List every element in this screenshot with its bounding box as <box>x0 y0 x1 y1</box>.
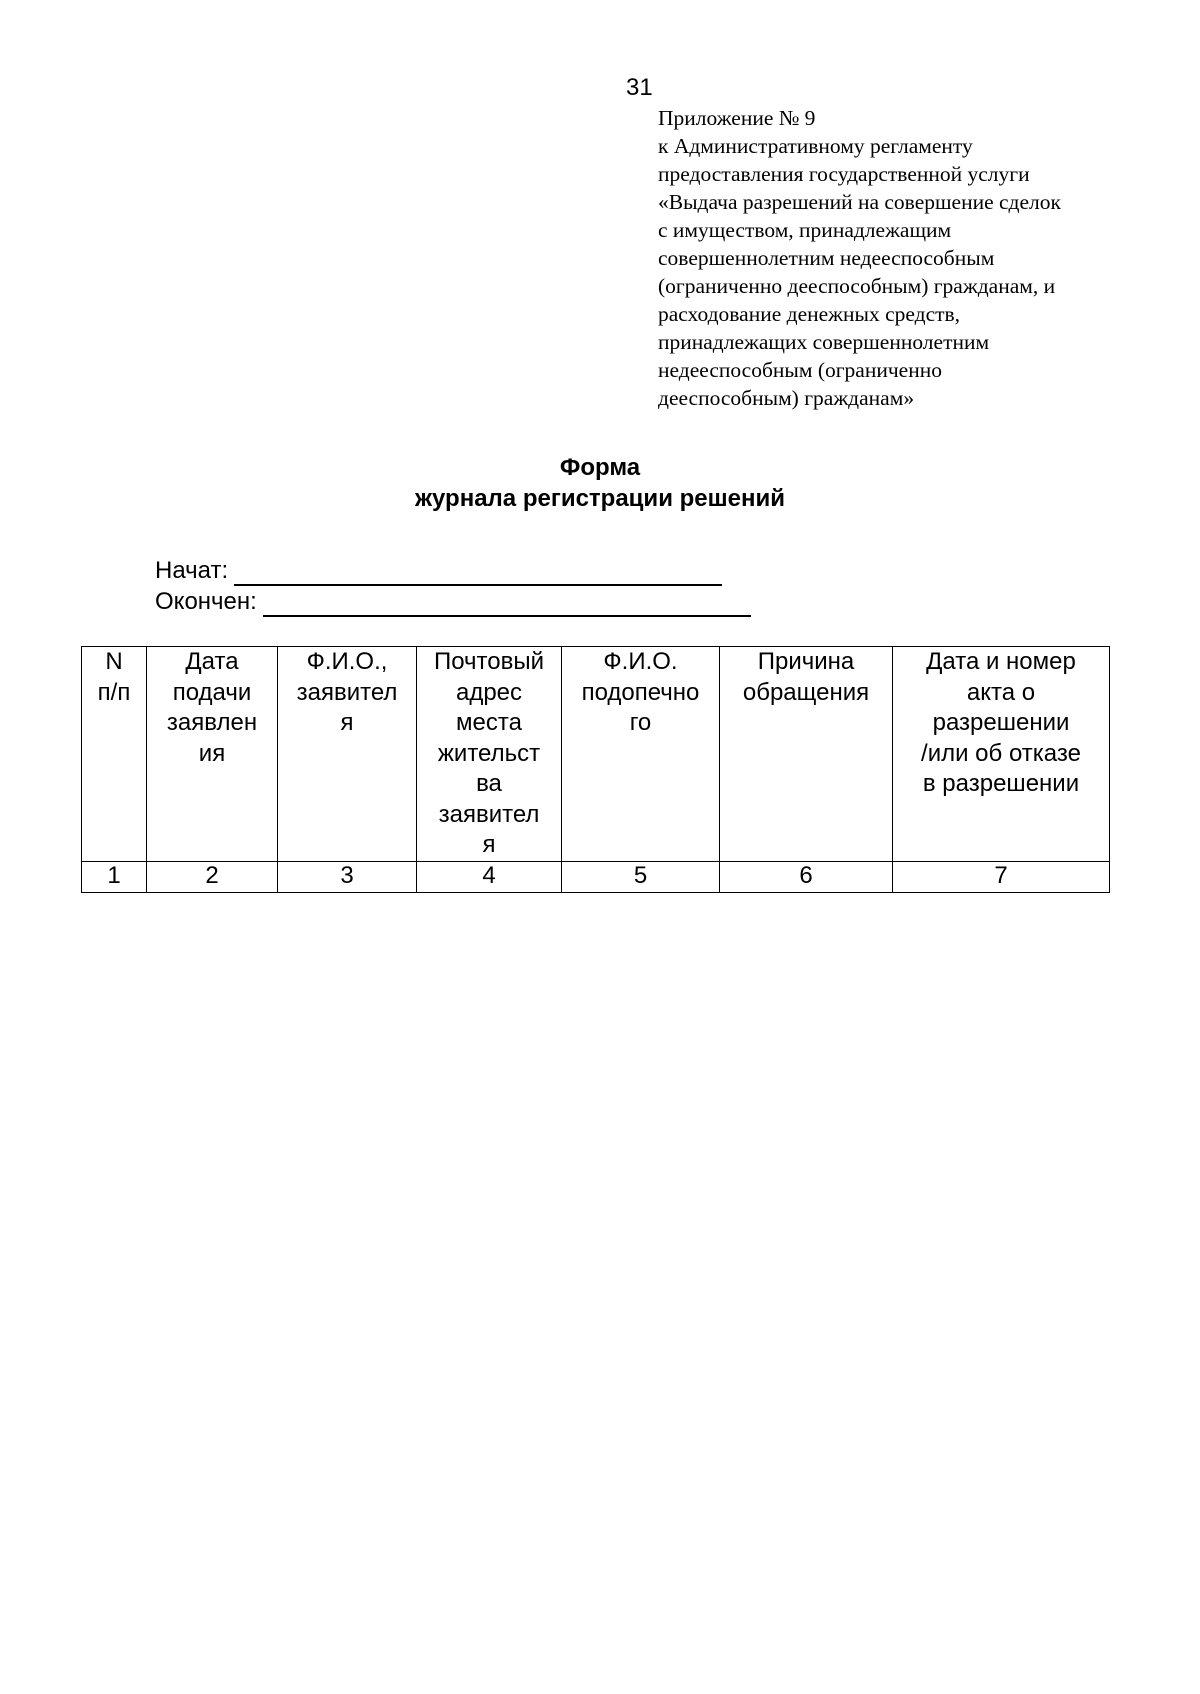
form-title-line1: Форма <box>559 454 641 481</box>
header-text: жительст <box>437 739 541 767</box>
finished-blank-line[interactable] <box>263 591 751 617</box>
form-title-line2: журнала регистрации решений <box>415 485 785 512</box>
registration-journal-table <box>81 646 1110 893</box>
appendix-line: дееспособным) гражданам» <box>658 386 915 410</box>
header-text: Дата и номер <box>926 648 1076 675</box>
appendix-line: к Административному регламенту <box>658 134 973 158</box>
appendix-line: Приложение № 9 <box>658 106 816 130</box>
header-text: подачи <box>172 678 252 706</box>
page-number: 31 <box>626 74 653 101</box>
appendix-line: «Выдача разрешений на совершение сделок <box>658 190 1061 214</box>
column-number-cell: 3 <box>278 861 417 892</box>
appendix-line: предоставления государственной услуги <box>658 162 1030 186</box>
header-text: ия <box>198 739 226 767</box>
header-text: места <box>456 709 522 736</box>
header-text: /или об отказе <box>921 739 1081 767</box>
header-cell-reason <box>720 647 893 862</box>
header-text: го <box>629 709 652 736</box>
header-text: подопечно <box>581 678 700 706</box>
header-text: заявител <box>296 678 398 706</box>
appendix-line: расходование денежных средств, <box>658 302 961 326</box>
header-text: заявител <box>438 800 540 828</box>
header-text: Ф.И.О., <box>306 648 388 675</box>
started-blank-line[interactable] <box>234 560 722 586</box>
header-text: Ф.И.О. <box>603 648 678 675</box>
header-text: N <box>105 648 123 675</box>
header-text: Причина <box>757 648 855 675</box>
header-cell-ward-name <box>562 647 720 862</box>
header-text: адрес <box>455 678 523 706</box>
appendix-line: недееспособным (ограниченно <box>658 358 942 382</box>
column-number-cell: 1 <box>82 861 147 892</box>
column-number-cell: 2 <box>147 861 278 892</box>
column-number-cell: 6 <box>720 861 893 892</box>
header-cell-applicant-name <box>278 647 417 862</box>
started-label: Начат: <box>155 557 229 584</box>
column-number-cell: 7 <box>893 861 1110 892</box>
header-text: заявлен <box>166 709 258 736</box>
appendix-line: принадлежащих совершеннолетним <box>658 330 990 354</box>
header-text: ва <box>476 770 502 797</box>
form-title <box>0 452 1200 514</box>
finished-label: Окончен: <box>155 588 257 615</box>
appendix-line: (ограниченно дееспособным) гражданам, и <box>658 274 1056 298</box>
header-text: обращения <box>742 678 870 706</box>
started-field <box>155 556 722 586</box>
header-cell-number <box>82 647 147 862</box>
header-text: акта о <box>966 678 1036 706</box>
header-cell-application-date <box>147 647 278 862</box>
appendix-line: совершеннолетним недееспособным <box>658 246 995 270</box>
finished-field <box>155 587 751 617</box>
column-number-cell: 4 <box>417 861 562 892</box>
appendix-line: с имуществом, принадлежащим <box>658 218 952 242</box>
header-text: Дата <box>185 648 239 675</box>
header-cell-postal-address <box>417 647 562 862</box>
header-text: Почтовый <box>433 648 545 675</box>
header-text: в разрешении <box>922 770 1080 797</box>
table-header-row <box>82 647 1110 862</box>
table-row-column-numbers <box>82 861 1110 892</box>
header-text: п/п <box>97 678 131 706</box>
header-text: я <box>340 709 354 736</box>
header-text: разрешении <box>932 709 1070 736</box>
column-number-cell: 5 <box>562 861 720 892</box>
header-text: я <box>482 831 496 858</box>
appendix-reference <box>658 104 1178 412</box>
header-cell-act-date-number <box>893 647 1110 862</box>
